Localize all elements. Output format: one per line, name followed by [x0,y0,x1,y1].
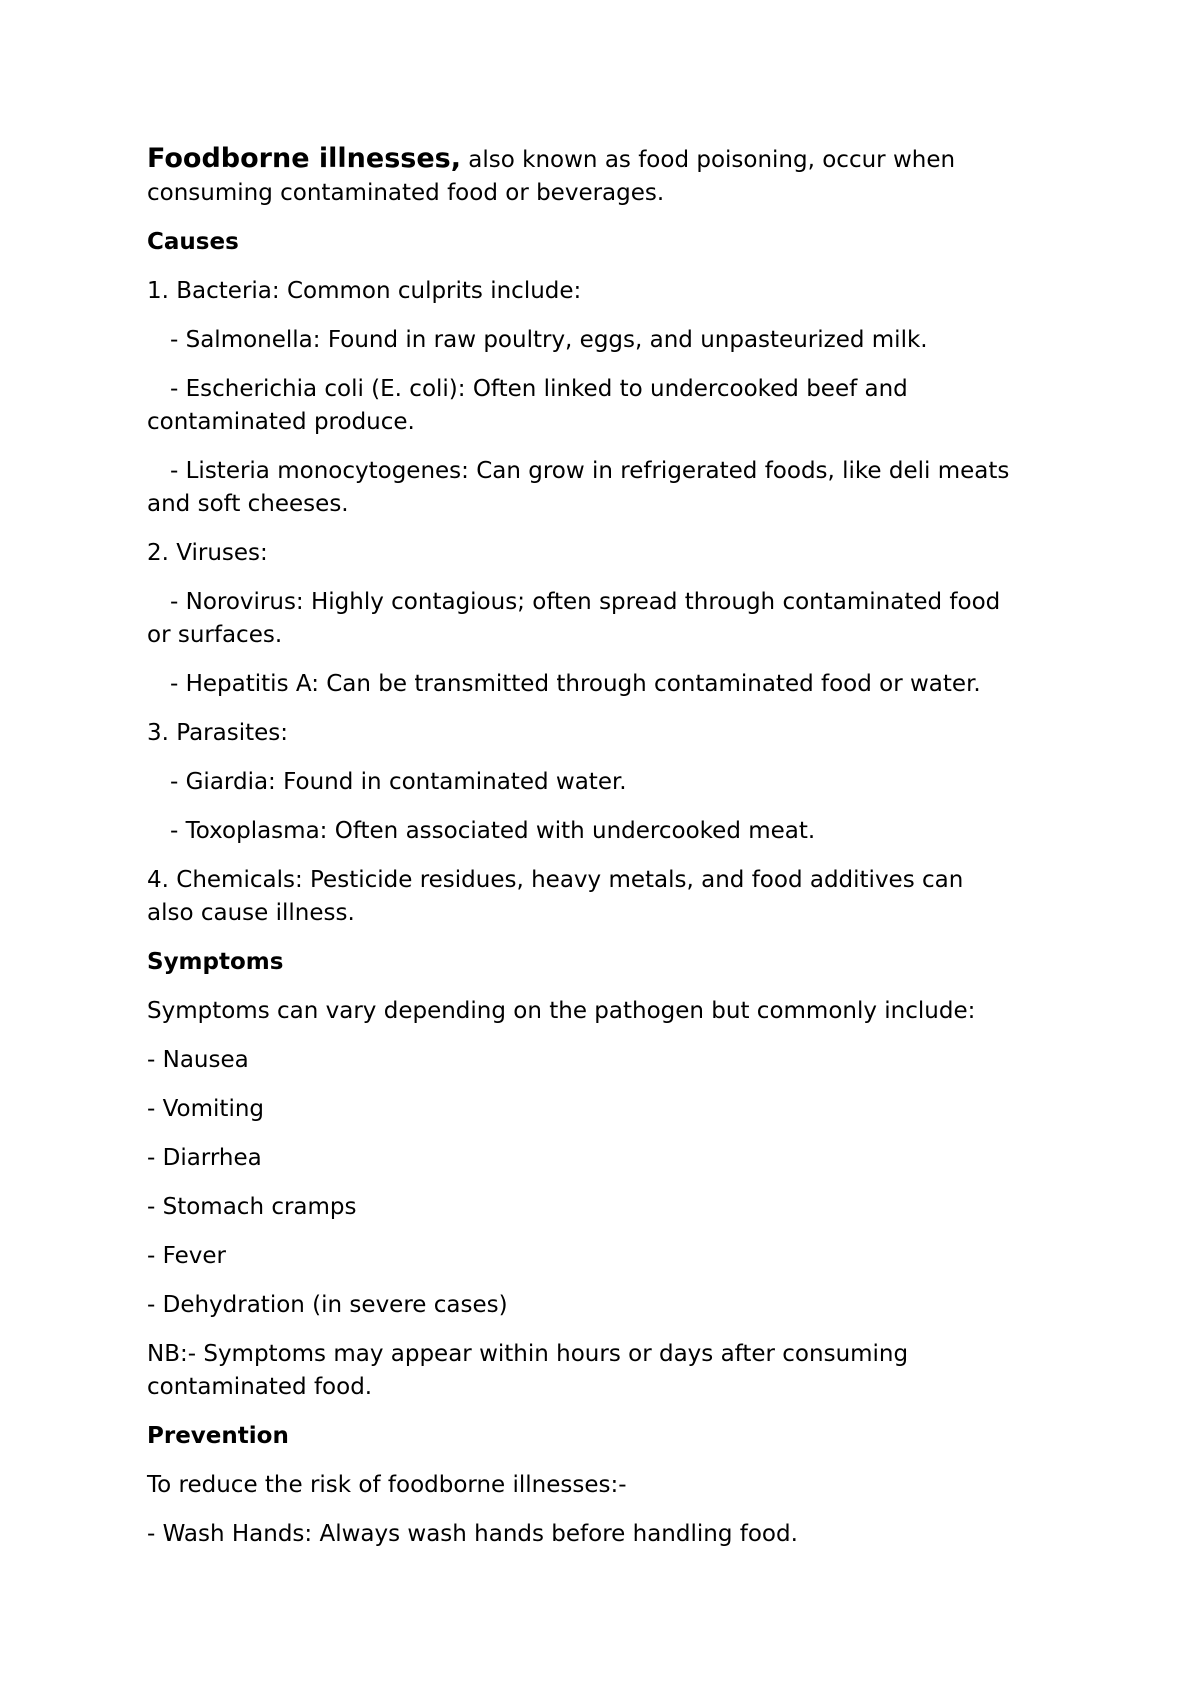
prevention-heading: Prevention [147,1423,289,1449]
intro-paragraph [147,142,1072,210]
prevention-intro: To reduce the risk of foodborne illnesses:- [147,1472,627,1498]
symptom-item-vomiting: - Vomiting [147,1096,265,1122]
symptom-item-diarrhea: - Diarrhea [147,1145,262,1171]
chemicals-item [147,864,1072,930]
list-item-toxoplasma: - Toxoplasma: Often associated with undercooked meat. [170,818,816,844]
symptom-item-nausea: - Nausea [147,1047,249,1073]
chemicals-line2: also cause illness. [147,900,355,926]
list-item-listeria [147,455,1072,521]
symptom-item-stomach-cramps: - Stomach cramps [147,1194,357,1220]
bacteria-label: 1. Bacteria: Common culprits include: [147,278,582,304]
list-item-giardia: - Giardia: Found in contaminated water. [170,769,627,795]
list-item-norovirus [147,586,1072,652]
list-item-norovirus-line1: - Norovirus: Highly contagious; often spread through contaminated food [170,589,1001,615]
intro-title: Foodborne illnesses, [147,143,461,174]
intro-text: also known as food poisoning, occur when consuming contaminated food or beverages. [147,147,956,206]
symptoms-intro: Symptoms can vary depending on the pathogen but commonly include: [147,998,976,1024]
symptom-item-dehydration: - Dehydration (in severe cases) [147,1292,508,1318]
symptom-item-fever: - Fever [147,1243,226,1269]
list-item-listeria-line2: and soft cheeses. [147,491,349,517]
list-item-ecoli [147,373,1072,439]
list-item-listeria-line1: - Listeria monocytogenes: Can grow in refrigerated foods, like deli meats [170,458,1010,484]
causes-heading: Causes [147,229,239,255]
symptoms-note [147,1338,1072,1404]
list-item-salmonella: - Salmonella: Found in raw poultry, eggs, and unpasteurized milk. [170,327,928,353]
chemicals-line1: 4. Chemicals: Pesticide residues, heavy metals, and food additives can [147,867,964,893]
list-item-ecoli-line1: - Escherichia coli (E. coli): Often linked to undercooked beef and [170,376,908,402]
list-item-hepatitis: - Hepatitis A: Can be transmitted through contaminated food or water. [170,671,981,697]
list-item-ecoli-line2: contaminated produce. [147,409,415,435]
viruses-label: 2. Viruses: [147,540,268,566]
prevention-item-wash-hands: - Wash Hands: Always wash hands before handling food. [147,1521,798,1547]
document-page [147,142,1072,1567]
symptoms-note-line2: contaminated food. [147,1374,373,1400]
symptoms-heading: Symptoms [147,949,284,975]
symptoms-note-line1: NB:- Symptoms may appear within hours or days after consuming [147,1341,909,1367]
list-item-norovirus-line2: or surfaces. [147,622,283,648]
parasites-label: 3. Parasites: [147,720,289,746]
